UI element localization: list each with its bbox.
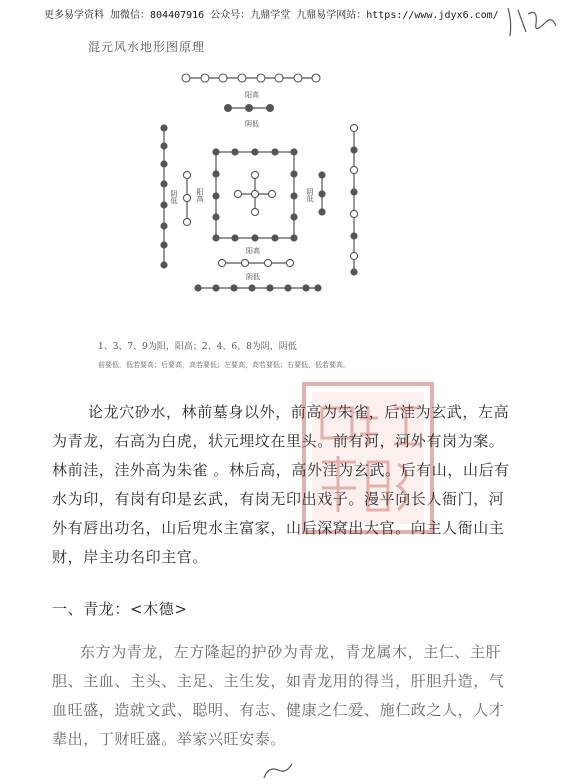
section-heading-green-dragon: 一、青龙：<木德> — [52, 600, 188, 618]
diagram-yin-dot — [160, 160, 167, 167]
diagram-yin-dot — [290, 234, 297, 241]
diagram-yin-dot — [350, 268, 357, 275]
diagram-yang-dot — [251, 208, 258, 215]
diagram-yang-dot — [275, 74, 283, 82]
diagram-yang-dot — [183, 194, 190, 201]
diagram-yang-dot — [286, 259, 293, 266]
diagram-yin-dot — [290, 213, 297, 220]
diagram-yang-dot — [201, 74, 209, 82]
diagram-yin-dot — [212, 170, 219, 177]
diagram-yang-dot — [350, 210, 357, 217]
diagram-yin-dot — [266, 284, 273, 291]
diagram-yin-dot — [212, 234, 219, 241]
diagram-yin-dot — [245, 104, 253, 112]
diagram-yang-dot — [257, 74, 265, 82]
document-title: 混元风水地形图原理 — [88, 40, 206, 54]
diagram-yang-dot — [294, 74, 302, 82]
diagram-yin-dot — [314, 284, 321, 291]
diagram-yin-dot — [160, 222, 167, 229]
diagram-yin-dot — [271, 148, 278, 155]
diagram-yang-dot — [251, 190, 258, 197]
diagram-yang-dot — [350, 252, 357, 259]
diagram-yin-dot — [290, 170, 297, 177]
diagram-yin-dot — [160, 241, 167, 248]
diagram-yang-dot — [183, 171, 190, 178]
diagram-yang-dot — [234, 190, 241, 197]
label-bottom-low: 阴低 — [246, 273, 260, 281]
diagram-yin-dot — [224, 104, 232, 112]
paragraph-green-dragon: 东方为青龙，左方隆起的护砂为青龙，青龙属木，主仁、主肝胆、主血、主头、主足、主生发，如青龙用的得当，肝胆升造，气血旺盛，造就文武、聪明、有志、健康之仁爱、施仁政之人，人才辈出，丁财旺盛。举家兴旺安泰。 — [52, 643, 505, 748]
diagram-yin-dot — [290, 192, 297, 199]
diagram-yin-dot — [290, 148, 297, 155]
diagram-yang-dot — [251, 171, 258, 178]
diagram-yin-dot — [251, 234, 258, 241]
caption-main: 1、3、7、9为阳，阳高；2、4、6、8为阴，阴低 — [98, 342, 297, 352]
diagram-yin-dot — [160, 261, 167, 268]
diagram-yin-dot — [266, 104, 274, 112]
header-promo-text: 更多易学资料 加微信：804407916 公众号：九鼎学堂 九鼎易学网站：https://www.jdyx6.com/ — [44, 10, 499, 21]
diagram-yang-dot — [268, 190, 275, 197]
diagram-yin-dot — [318, 190, 325, 197]
diagram-yin-dot — [350, 188, 357, 195]
diagram-yang-dot — [218, 259, 225, 266]
label-top-high: 阳高 — [245, 91, 259, 99]
diagram-yang-dot — [241, 259, 248, 266]
diagram-yin-dot — [284, 284, 291, 291]
diagram-yang-dot — [238, 74, 246, 82]
label-left-low: 阴低 — [170, 190, 178, 204]
diagram-yin-dot — [212, 213, 219, 220]
diagram-yin-dot — [231, 234, 238, 241]
diagram-yin-dot — [194, 284, 201, 291]
diagram-yang-dot — [183, 218, 190, 225]
diagram-yin-dot — [251, 148, 258, 155]
label-bottom-high: 阳高 — [246, 247, 260, 255]
diagram-yin-dot — [318, 208, 325, 215]
landform-diagram — [0, 0, 563, 330]
diagram-yang-dot — [264, 259, 271, 266]
diagram-yin-dot — [160, 142, 167, 149]
diagram-yin-dot — [231, 148, 238, 155]
diagram-yang-dot — [350, 124, 357, 131]
diagram-yang-dot — [182, 74, 190, 82]
diagram-yin-dot — [350, 232, 357, 239]
diagram-yin-dot — [350, 146, 357, 153]
diagram-yin-dot — [248, 284, 255, 291]
caption-sub: 前要低，低若要高；后要高，高若要低；左要高，高若要低；右要低，低若要高。 — [98, 361, 350, 369]
handwritten-scribble-bottom — [258, 762, 298, 780]
label-left-high: 阳高 — [196, 188, 204, 202]
diagram-yin-dot — [230, 284, 237, 291]
diagram-yang-dot — [312, 74, 320, 82]
diagram-yin-dot — [212, 148, 219, 155]
diagram-yin-dot — [160, 201, 167, 208]
label-top-low: 阴低 — [245, 120, 259, 128]
paragraph-dragon-acupoint: 论龙穴砂水，林前墓身以外，前高为朱雀，后洼为玄武，左高为青龙，右高为白虎，状元埋坟在里头。前有河，河外有岗为案。林前洼，洼外高为朱雀 。林后高，高外洼为玄武。后有山，山后有水为印，有岗有印是玄武，有岗无印出戏子。漫平向长人衙门，河外有唇出功名，山后兜水主富家，山后深窝出大官。向主人衙山主财，岸主功名印主官。 — [52, 403, 510, 566]
label-right-low: 阴低 — [306, 188, 314, 202]
diagram-yin-dot — [160, 180, 167, 187]
diagram-yin-dot — [302, 284, 309, 291]
diagram-yin-dot — [160, 124, 167, 131]
diagram-yin-dot — [212, 192, 219, 199]
diagram-yin-dot — [212, 284, 219, 291]
diagram-yang-dot — [219, 74, 227, 82]
diagram-yin-dot — [271, 234, 278, 241]
diagram-yang-dot — [350, 166, 357, 173]
diagram-yin-dot — [318, 171, 325, 178]
